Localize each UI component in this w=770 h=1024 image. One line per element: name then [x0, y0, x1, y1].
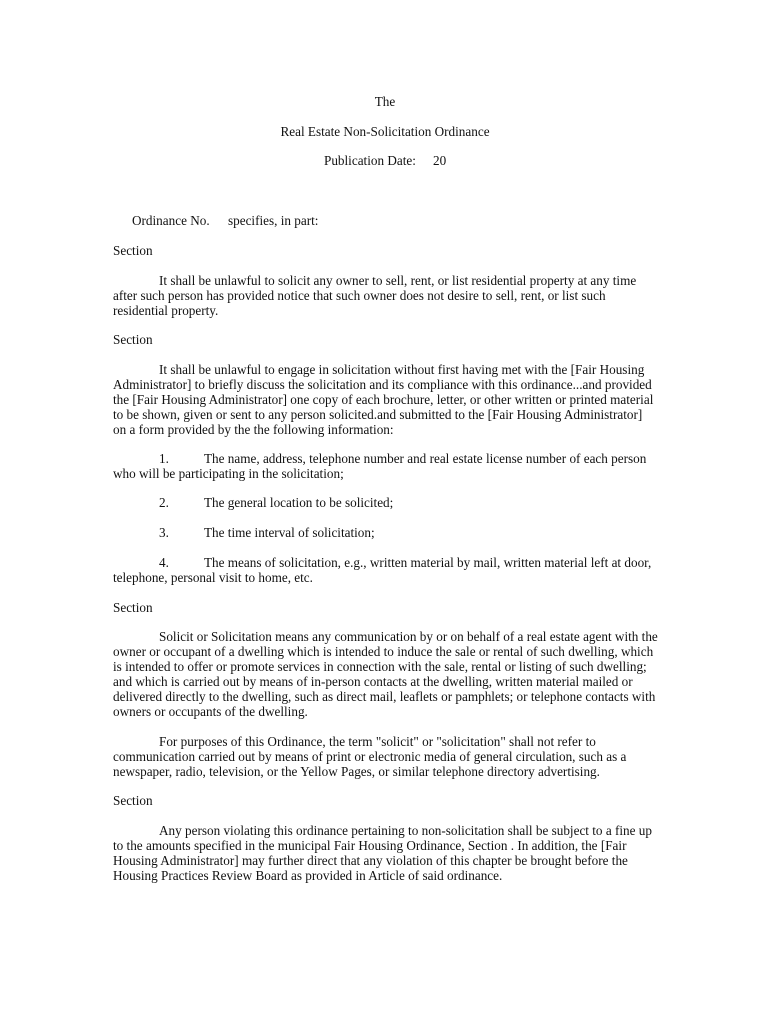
list-item-text: The general location to be solicited; [204, 495, 394, 510]
section-paragraph: Solicit or Solicitation means any communication by or on behalf of a real estate agent with the owner or occupant of a dwelling which is intended to induce the sale or rental of such dwelling, which is intended to offer or promote services in connection with the sale, rental or listing of such dwelling; and which is carried out by means of in-person contacts at the dwelling, written material mailed or delivered directly to the dwelling, such as direct mail, leaflets or pamphlets; or telephone contacts with owners or occupants of the dwelling. [113, 629, 658, 719]
section-heading: Section [113, 332, 153, 347]
section-paragraph: Any person violating this ordinance pertaining to non-solicitation shall be subject to a fine up to the amounts specified in the municipal Fair Housing Ordinance, Section . In addition, the [Fair Housing Administrator] may further direct that any violation of this chapter be brought before the Housing Practices Review Board as provided in Article of said ordinance. [113, 823, 652, 883]
header-line: The [374, 94, 396, 109]
section-heading: Section [113, 243, 153, 258]
list-item-number: 3. [159, 525, 169, 540]
list-item-text: The name, address, telephone number and real estate license number of each person who will be participating in the solicitation; [113, 451, 647, 481]
list-item-text: The means of solicitation, e.g., written material by mail, written material left at door, telephone, personal visit to home, etc. [113, 555, 652, 585]
list-item-text: The time interval of solicitation; [204, 525, 375, 540]
section-heading: Section [113, 600, 153, 615]
ordinance-number-label: Ordinance No. [132, 213, 210, 228]
list-item-number: 2. [159, 495, 169, 510]
list-item-number: 1. [159, 451, 169, 466]
list-item-number: 4. [159, 555, 169, 570]
publication-date-label: Publication Date: [324, 153, 416, 168]
publication-date-value: 20 [433, 153, 447, 168]
section-paragraph: It shall be unlawful to engage in solicitation without first having met with the [Fair Housing Administrator] to briefly discuss the solicitation and its compliance with this ordinance...and provided the [Fair Housing Administrator] one copy of each brochure, letter, or other written or printed material to be shown, given or sent to any person solicited.and submitted to the [Fair Housing Administrator] on a form provided by the the following information: [113, 362, 654, 437]
section-paragraph: It shall be unlawful to solicit any owner to sell, rent, or list residential property at any time after such person has provided notice that such owner does not desire to sell, rent, or list such residential property. [113, 273, 637, 318]
ordinance-intro-text: specifies, in part: [228, 213, 319, 228]
section-heading: Section [113, 793, 153, 808]
document-title: Real Estate Non-Solicitation Ordinance [280, 124, 490, 139]
section-paragraph: For purposes of this Ordinance, the term "solicit" or "solicitation" shall not refer to communication carried out by means of print or electronic media of general circulation, such as a newspaper, radio, television, or the Yellow Pages, or similar telephone directory advertising. [113, 734, 627, 779]
